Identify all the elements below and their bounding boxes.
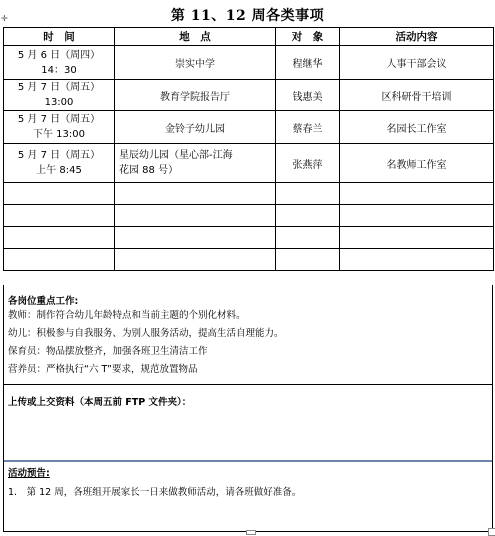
event-content-cell[interactable]: 名教师工作室	[340, 144, 494, 183]
page-title: 第 11、12 周各类事项	[170, 8, 325, 24]
empty-table-row	[4, 249, 494, 271]
activity-preview-item: 1. 第 12 周，各班组开展家长一日来做教师活动，请各班做好准备。	[8, 487, 302, 498]
post-work-line: 保育员：物品摆放整齐，加强各班卫生清洁工作	[8, 346, 208, 357]
post-work-section[interactable]	[3, 285, 493, 385]
event-target-cell[interactable]: 钱惠美	[276, 80, 340, 111]
post-work-header: 各岗位重点工作:	[8, 296, 79, 307]
event-time-cell[interactable]: 5 月 7 日（周五） 13:00	[4, 80, 115, 111]
schedule-table	[3, 27, 494, 271]
table-row	[4, 144, 494, 183]
event-time-cell[interactable]: 5 月 7 日（周五） 下午 13:00	[4, 111, 115, 144]
empty-table-row	[4, 227, 494, 249]
upload-section[interactable]	[3, 384, 493, 462]
event-time-cell[interactable]: 5 月 7 日（周五） 上午 8:45	[4, 144, 115, 183]
event-time-cell[interactable]: 5 月 6 日（周四） 14：30	[4, 46, 115, 80]
table-move-handle-icon[interactable]: ✛	[1, 14, 8, 23]
activity-preview-section[interactable]	[3, 461, 493, 532]
event-place-cell[interactable]: 教育学院报告厅	[115, 80, 276, 111]
table-row	[4, 46, 494, 80]
post-work-line: 营养员：严格执行“六 T”要求，规范放置物品	[8, 364, 198, 375]
table-row	[4, 80, 494, 111]
empty-table-row	[4, 205, 494, 227]
post-work-line: 幼儿：积极参与自我服务、为别人服务活动，提高生活自理能力。	[8, 328, 284, 339]
table-header-row	[4, 28, 494, 46]
event-content-cell[interactable]: 区科研骨干培训	[340, 80, 494, 111]
activity-preview-header: 活动预告:	[8, 468, 50, 479]
column-header-target: 对 象	[276, 28, 340, 46]
event-target-cell[interactable]: 蔡春兰	[276, 111, 340, 144]
upload-header: 上传或上交资料（本周五前 FTP 文件夹）：	[8, 397, 192, 408]
empty-table-row	[4, 183, 494, 205]
event-content-cell[interactable]: 名园长工作室	[340, 111, 494, 144]
event-place-cell[interactable]: 崇实中学	[115, 46, 276, 80]
post-work-line: 教师：制作符合幼儿年龄特点和当前主题的个别化材料。	[8, 310, 246, 321]
column-header-place: 地 点	[115, 28, 276, 46]
table-row	[4, 111, 494, 144]
event-place-cell[interactable]: 星辰幼儿园（星心部-江海 花园 88 号）	[115, 144, 276, 183]
event-place-cell[interactable]: 金铃子幼儿园	[115, 111, 276, 144]
event-target-cell[interactable]: 程继华	[276, 46, 340, 80]
event-content-cell[interactable]: 人事干部会议	[340, 46, 494, 80]
column-header-content: 活动内容	[340, 28, 494, 46]
table-resize-handle-bottom-icon[interactable]	[246, 530, 256, 535]
column-header-time: 时 间	[4, 28, 115, 46]
event-target-cell[interactable]: 张燕萍	[276, 144, 340, 183]
